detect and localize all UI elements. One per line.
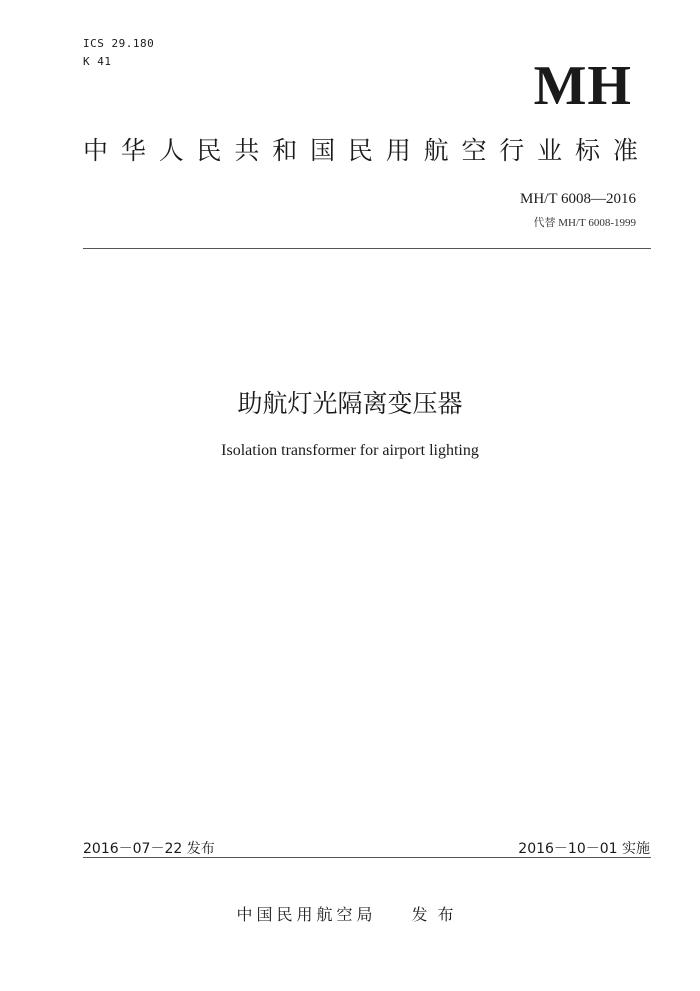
mh-logo: MH — [533, 55, 632, 117]
bottom-divider — [83, 857, 651, 858]
category-char: 共 — [234, 136, 260, 165]
category-char: 民 — [347, 136, 373, 165]
classification-code: K 41 — [83, 55, 112, 68]
publisher-name: 中国民用航空局 — [236, 905, 377, 924]
category-char: 准 — [612, 136, 638, 165]
category-char: 空 — [461, 136, 487, 165]
category-char: 行 — [499, 136, 525, 165]
category-char: 民 — [196, 136, 222, 165]
document-title-english: Isolation transformer for airport lighting — [221, 442, 479, 459]
ics-code: ICS 29.180 — [83, 37, 155, 50]
category-char: 和 — [272, 136, 298, 165]
issue-date: 2016－07－22 发布 — [83, 841, 215, 857]
publish-label: 发布 — [411, 905, 464, 924]
category-char: 中 — [83, 136, 109, 165]
category-char: 人 — [158, 136, 184, 165]
standard-category-title — [83, 138, 638, 163]
top-divider — [83, 248, 651, 249]
category-char: 业 — [537, 136, 563, 165]
category-char: 国 — [310, 136, 336, 165]
category-char: 华 — [120, 136, 146, 165]
category-char: 航 — [423, 136, 449, 165]
standard-number: MH/T 6008—2016 — [520, 191, 636, 207]
publisher-line — [0, 902, 700, 925]
document-title-chinese: 助航灯光隔离变压器 — [237, 389, 463, 418]
category-char: 标 — [574, 136, 600, 165]
replaces-standard: 代替 MH/T 6008-1999 — [533, 217, 636, 229]
category-char: 用 — [385, 136, 411, 165]
implementation-date: 2016－10－01 实施 — [518, 841, 650, 857]
